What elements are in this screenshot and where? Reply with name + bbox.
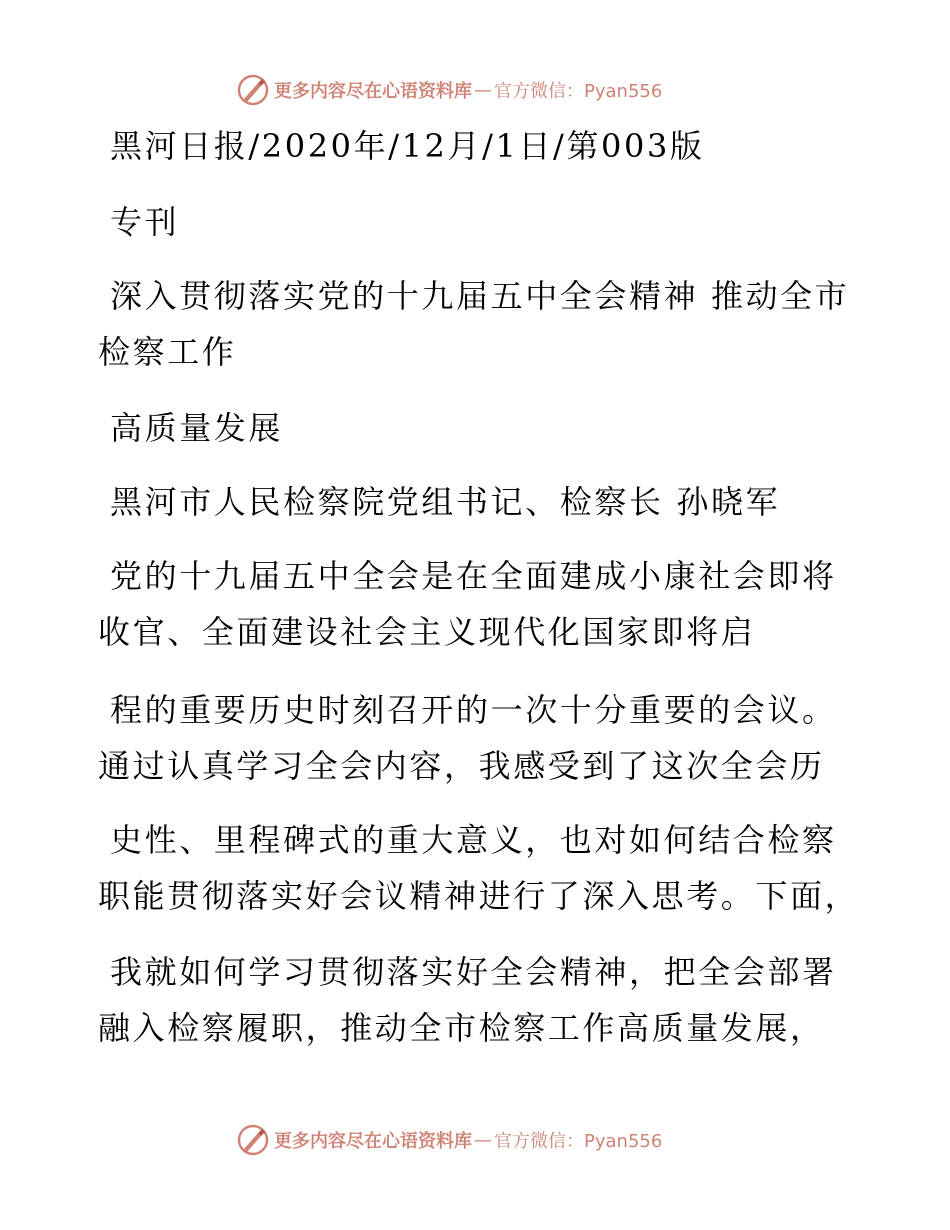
document-title-line-3: 高质量发展 [110,409,284,447]
watermark-brand-text: 更多内容尽在心语资料库 [274,1131,472,1152]
footer-watermark [236,1122,662,1158]
paragraph-line: 史性、里程碑式的重大意义，也对如何结合检察 [110,821,837,859]
paragraph-line: 融入检察履职，推动全市检察工作高质量发展， [98,1009,825,1047]
paragraph-line: 党的十九届五中全会是在全面建成小康社会即将 [110,557,837,595]
watermark-brand-text: 更多内容尽在心语资料库 [274,81,472,102]
paragraph-line: 收官、全面建设社会主义现代化国家即将启 [98,613,756,651]
paragraph-line: 通过认真学习全会内容，我感受到了这次全会历 [98,747,825,785]
watermark-dash: — [474,1129,492,1151]
paragraph-line: 程的重要历史时刻召开的一次十分重要的会议。 [110,691,837,729]
paragraph-line: 职能贯彻落实好会议精神进行了深入思考。下面， [98,877,860,915]
header-watermark [236,72,662,108]
watermark-contact-text: 官方微信：Pyan556 [494,1131,663,1152]
document-title-line-2: 检察工作 [98,333,237,371]
pen-logo-icon [236,1123,270,1157]
paragraph-line: 我就如何学习贯彻落实好全会精神，把全会部署 [110,953,837,991]
pen-logo-icon [236,73,270,107]
watermark-contact-text: 官方微信：Pyan556 [494,81,663,102]
watermark-dash: — [474,79,492,101]
document-title-line-1: 深入贯彻落实党的十九届五中全会精神 推动全市 [110,277,850,315]
document-section-label: 专刊 [110,203,180,241]
document-author-line: 黑河市人民检察院党组书记、检察长 孙晓军 [110,483,781,521]
document-source-line: 黑河日报/2020年/12月/1日/第003版 [110,127,705,165]
